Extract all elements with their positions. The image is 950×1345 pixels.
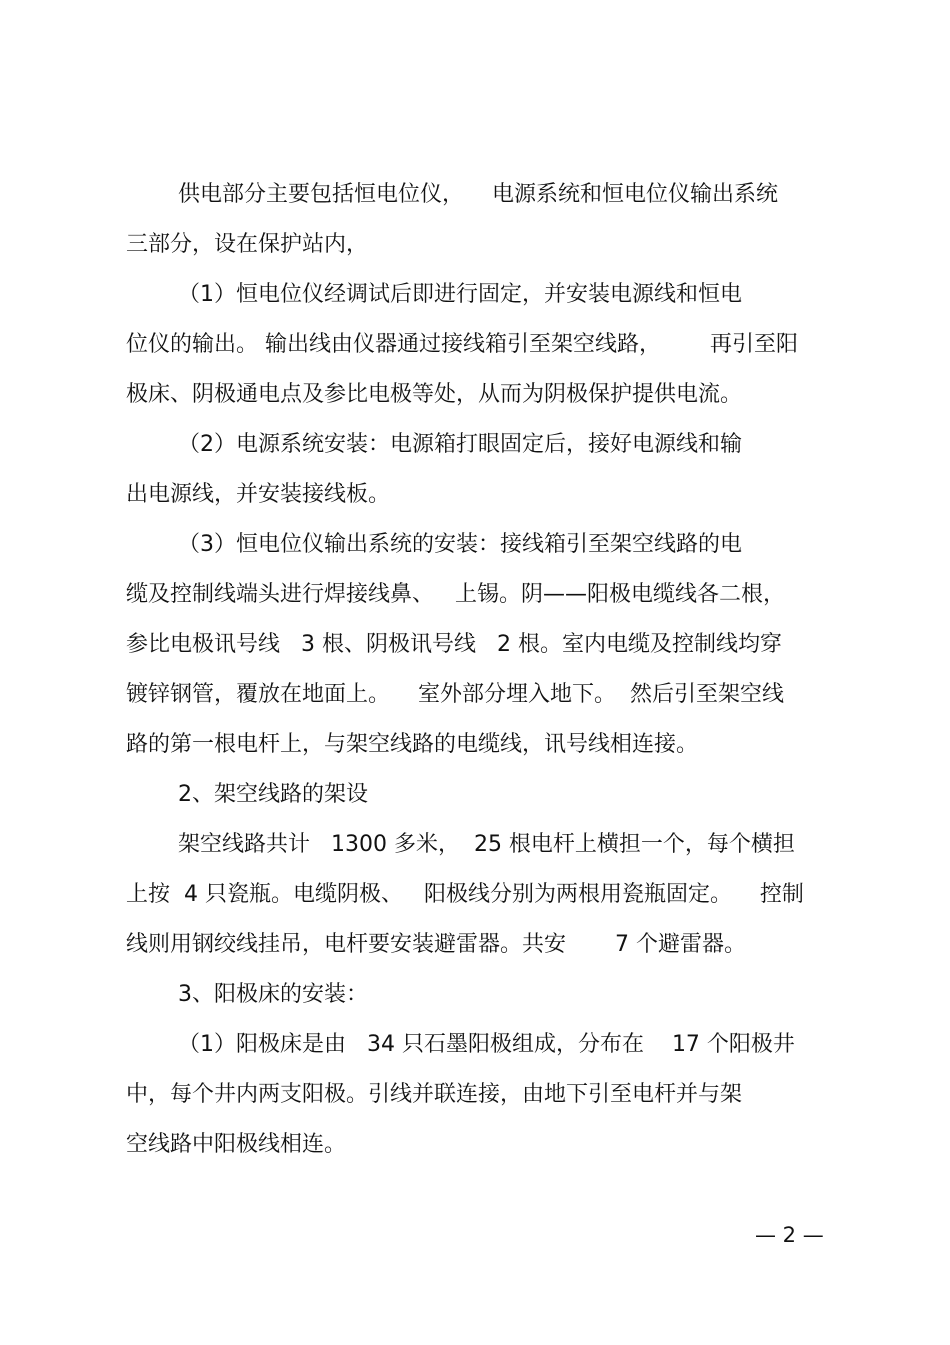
paragraph-line: 极床、阴极通电点及参比电极等处，从而为阴极保护提供电流。 [126, 382, 743, 407]
paragraph-line: 上按 4 只瓷瓶。电缆阴极、 阳极线分别为两根用瓷瓶固定。 控制 [126, 882, 804, 907]
section-heading: 2、架空线路的架设 [178, 782, 368, 807]
paragraph-line: 供电部分主要包括恒电位仪， 电源系统和恒电位仪输出系统 [178, 182, 778, 207]
page-number: — 2 — [755, 1223, 824, 1247]
paragraph-line: 镀锌钢管，覆放在地面上。 室外部分埋入地下。 然后引至架空线 [126, 682, 784, 707]
paragraph-line: 参比电极讯号线 3 根、阴极讯号线 2 根。室内电缆及控制线均穿 [126, 632, 782, 657]
paragraph-line: 空线路中阳极线相连。 [126, 1132, 347, 1157]
paragraph-line: （2）电源系统安装：电源箱打眼固定后，接好电源线和输 [178, 432, 742, 457]
paragraph-line: 中，每个井内两支阳极。引线并联连接，由地下引至电杆并与架 [126, 1082, 743, 1107]
section-heading: 3、阳极床的安装： [178, 982, 368, 1007]
paragraph-line: （3）恒电位仪输出系统的安装：接线箱引至架空线路的电 [178, 532, 742, 557]
paragraph-line: （1）阳极床是由 34 只石墨阳极组成，分布在 17 个阳极井 [178, 1032, 795, 1057]
paragraph-line: 三部分，设在保护站内， [126, 232, 369, 257]
paragraph-line: 路的第一根电杆上，与架空线路的电缆线，讯号线相连接。 [126, 732, 699, 757]
paragraph-line: 缆及控制线端头进行焊接线鼻、 上锡。阴——阳极电缆线各二根， [126, 582, 785, 607]
paragraph-line: 出电源线，并安装接线板。 [126, 482, 391, 507]
paragraph-line: 位仪的输出。 输出线由仪器通过接线箱引至架空线路， 再引至阳 [126, 332, 798, 357]
paragraph-line: 线则用钢绞线挂吊，电杆要安装避雷器。共安 7 个避雷器。 [126, 932, 746, 957]
paragraph-line: （1）恒电位仪经调试后即进行固定，并安装电源线和恒电 [178, 282, 742, 307]
paragraph-line: 架空线路共计 1300 多米， 25 根电杆上横担一个，每个横担 [178, 832, 795, 857]
